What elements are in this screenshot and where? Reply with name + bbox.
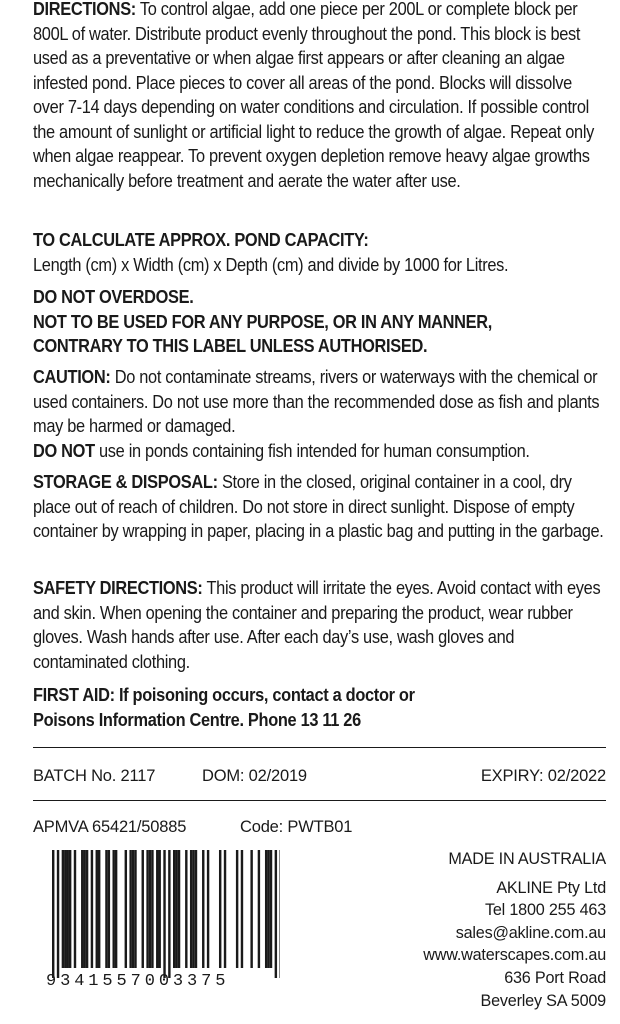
barcode-bar: [185, 850, 187, 968]
barcode-bar: [265, 850, 267, 968]
safety-text: This product will irritate the eyes. Avoid contact with eyes and skin. When opening the container and preparing the product, wear rubber gloves. Wash hands after use. After each day’s use, wash gloves and contaminated clothing.: [33, 578, 601, 672]
storage-heading: STORAGE & DISPOSAL:: [33, 472, 218, 492]
barcode-bar: [192, 850, 194, 968]
barcode-bar: [146, 850, 148, 968]
barcode-bar: [270, 850, 272, 968]
made-in-label: MADE IN AUSTRALIA: [448, 850, 606, 868]
company-website: www.waterscapes.com.au: [423, 946, 606, 965]
date-of-manufacture: DOM: 02/2019: [202, 767, 307, 785]
product-code: Code: PWTB01: [240, 818, 353, 836]
safety-section: [33, 576, 605, 674]
first-aid-line1: FIRST AID: If poisoning occurs, contact a doctor or: [33, 685, 415, 705]
barcode-bar: [190, 850, 192, 968]
barcode-number: 9341557003375: [46, 972, 230, 991]
barcode-bar: [267, 850, 269, 968]
caution-heading: CAUTION:: [33, 367, 111, 387]
barcode-bar: [113, 850, 115, 968]
barcode-bar: [134, 850, 136, 968]
directions-section: [33, 0, 605, 193]
barcode-bar: [108, 850, 110, 968]
barcode-bar: [195, 850, 197, 968]
barcode-bar: [178, 850, 180, 968]
barcode-bar: [275, 850, 277, 978]
barcode-bar: [62, 850, 64, 968]
barcode-bar: [163, 850, 165, 978]
caution-section: [33, 365, 605, 463]
do-not-heading: DO NOT: [33, 440, 95, 461]
directions-heading: DIRECTIONS:: [33, 0, 136, 19]
barcode-bar: [83, 850, 85, 968]
barcode-bar: [219, 850, 221, 968]
warning-purpose: NOT TO BE USED FOR ANY PURPOSE, OR IN ANY MANNER,: [33, 311, 493, 332]
barcode-bar: [91, 850, 93, 968]
warning-overdose: DO NOT OVERDOSE.: [33, 287, 194, 307]
barcode-bar: [125, 850, 127, 968]
directions-text: To control algae, add one piece per 200L or complete block per 800L of water. Distribute product evenly throughout the pond. This block is best used as a preventative or when algae first appears or after cleaning an algae infested pond. Place pieces to cover all areas of the pond. Blocks will dissolve over 7-14 days depending on water conditions and circulation. If possible control the amount of sunlight or artificial light to reduce the growth of algae. Repeat only when algae reappear. To prevent oxygen depletion remove heavy algae growths mechanically before treatment and aerate the water after use.: [33, 0, 595, 191]
barcode-bar: [156, 850, 158, 968]
divider-top: [33, 747, 606, 748]
barcode-bar: [279, 850, 280, 978]
barcode-bar: [250, 850, 252, 968]
do-not-text: use in ponds containing fish intended for human consumption.: [94, 440, 530, 461]
warning-contrary: CONTRARY TO THIS LABEL UNLESS AUTHORISED.: [33, 336, 428, 356]
caution-text: Do not contaminate streams, rivers or waterways with the chemical or used containers. Do not use more than the recommended dose as fish and plants may be harmed or damaged.: [33, 367, 600, 436]
barcode-bar: [105, 850, 107, 968]
company-phone: Tel 1800 255 463: [484, 901, 606, 920]
barcode-bar: [258, 850, 260, 968]
barcode-bar: [236, 850, 238, 968]
barcode-bar: [57, 850, 59, 978]
barcode-bar: [74, 850, 76, 968]
company-name: AKLINE Pty Ltd: [496, 878, 606, 897]
barcode-bar: [132, 850, 134, 968]
barcode-bar: [98, 850, 100, 968]
company-address-city: Beverley SA 5009: [480, 991, 606, 1010]
safety-heading: SAFETY DIRECTIONS:: [33, 578, 203, 598]
barcode-bar: [149, 850, 151, 968]
capacity-text: Length (cm) x Width (cm) x Depth (cm) and divide by 1000 for Litres.: [33, 254, 509, 275]
batch-number: BATCH No. 2117: [33, 767, 156, 785]
barcode-bar: [142, 850, 144, 968]
barcode-bar: [86, 850, 88, 968]
barcode-bar: [207, 850, 209, 968]
barcode-bar: [81, 850, 83, 968]
barcode-bar: [52, 850, 54, 978]
capacity-section: [33, 228, 605, 277]
first-aid-section: [33, 683, 605, 732]
company-address-street: 636 Port Road: [504, 968, 606, 987]
first-aid-line2: Poisons Information Centre. Phone 13 11 26: [33, 709, 361, 730]
barcode-bar: [168, 850, 170, 978]
barcode-bar: [224, 850, 226, 968]
barcode-bar: [96, 850, 98, 968]
storage-text: Store in the closed, original container in a cool, dry place out of reach of children. Do not store in direct sunlight. Dispose of empty container by wrapping in paper, placing in a plastic bag and putting in the garbage.: [33, 472, 604, 541]
capacity-heading: TO CALCULATE APPROX. POND CAPACITY:: [33, 230, 369, 250]
warnings-section: [33, 285, 605, 359]
barcode-bar: [115, 850, 117, 968]
barcode-bar: [158, 850, 160, 968]
barcode-bar: [151, 850, 153, 968]
storage-section: [33, 470, 605, 544]
barcode-bar: [202, 850, 204, 968]
barcode-bar: [173, 850, 175, 968]
apmva-number: APMVA 65421/50885: [33, 818, 187, 836]
barcode-bar: [175, 850, 177, 968]
barcode-bar: [129, 850, 131, 968]
barcode-bar: [67, 850, 69, 968]
company-email: sales@akline.com.au: [455, 923, 606, 942]
barcode-bar: [241, 850, 243, 968]
expiry-date: EXPIRY: 02/2022: [480, 767, 606, 785]
barcode-bar: [69, 850, 71, 968]
barcode-bar: [64, 850, 66, 968]
divider-bottom: [33, 800, 606, 801]
company-info: [423, 848, 606, 1012]
